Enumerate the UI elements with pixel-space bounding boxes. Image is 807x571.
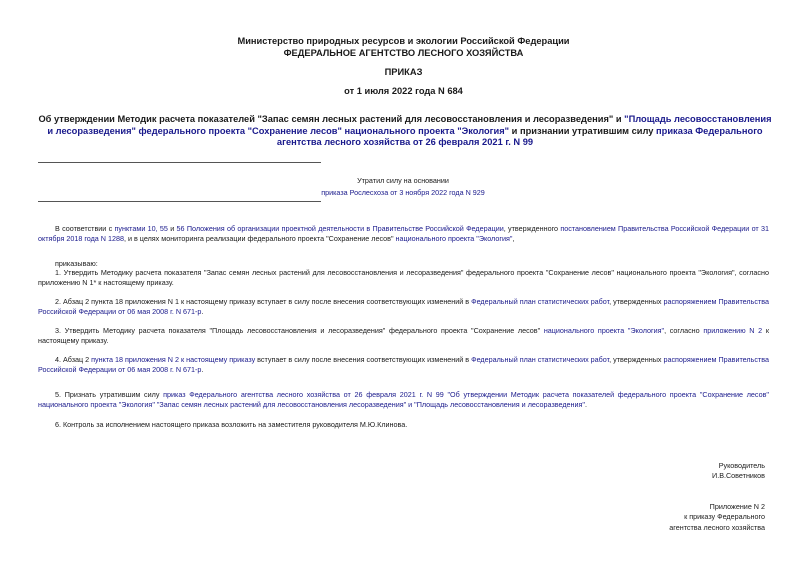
link-order-671-2[interactable]: распоряжением Правительства Российской Федерации от 06 мая 2008 г. N 671-р xyxy=(38,355,769,375)
link-national-project[interactable]: национального проекта "Экология" xyxy=(395,234,513,244)
appendix-line-2: к приказу Федерального xyxy=(684,512,765,522)
title-link-indicator[interactable]: "Площадь лесовосстановления и лесоразведения" федерального проекта "Сохранение лесов" национального проекта "Экология" xyxy=(47,114,772,136)
link-point-18-appendix-2[interactable]: пункта 18 приложения N 2 к настоящему приказу xyxy=(91,355,256,364)
appendix-line-1: Приложение N 2 xyxy=(709,502,765,511)
link-order-671[interactable]: распоряжением Правительства Российской Федерации от 06 мая 2008 г. N 671-р xyxy=(38,297,769,317)
item-3: 3. Утвердить Методику расчета показателя "Площадь лесовосстановления и лесоразведения" федерального проекта "Сохранение лесов" национального проекта "Экология", согласно приложению N 2 к настоящему приказу. xyxy=(38,326,769,346)
document-date: от 1 июля 2022 года N 684 xyxy=(344,86,463,96)
link-order-99-full[interactable]: приказ Федерального агентства лесного хозяйства от 26 февраля 2021 г. N 99 "Об утверждении Методик расчета показателей федерального проекта "Сохранение лесов" национального проекта "Экология" "Запас семян лесных растений для лесовосстановления лесоразведения" и "Площадь лесовосстановления и лесоразведения" xyxy=(38,390,769,410)
status-note: Утратил силу на основании приказа Рослесхоза от 3 ноября 2022 года N 929 xyxy=(283,176,523,198)
preamble-paragraph: В соответствии с пунктами 10, 55 и 56 Положения об организации проектной деятельности в Правительстве Российской Федерации, утвержденного постановлением Правительства Российской Федерации от 31 октября 2018 года N 1288, и в целях мониторинга реализации федерального проекта "Сохранение лесов" национального проекта "Экология", xyxy=(38,224,770,244)
link-national-project-2[interactable]: национального проекта "Экология" xyxy=(543,326,665,335)
divider-top xyxy=(38,162,321,163)
link-points-10-55[interactable]: пунктами 10, 55 xyxy=(114,224,168,233)
item-5: 5. Признать утратившим силу приказ Федерального агентства лесного хозяйства от 26 февраля 2021 г. N 99 "Об утверждении Методик расчета показателей федерального проекта "Сохранение лесов" национального проекта "Экология" "Запас семян лесных растений для лесовосстановления лесоразведения" и "Площадь лесовосстановления и лесоразведения". xyxy=(38,390,769,410)
appendix-block xyxy=(669,502,765,533)
signature-role: Руководитель xyxy=(718,461,765,470)
signature-block xyxy=(712,461,765,482)
item-2: 2. Абзац 2 пункта 18 приложения N 1 к настоящему приказу вступает в силу после внесения соответствующих изменений в Федеральный план статистических работ, утвержденных распоряжением Правительства Российской Федерации от 06 мая 2008 г. N 671-р. xyxy=(38,297,769,317)
status-link[interactable]: приказа Рослесхоза от 3 ноября 2022 года N 929 xyxy=(321,188,485,197)
item-6: 6. Контроль за исполнением настоящего приказа возложить на заместителя руководителя М.Ю.Клинова. xyxy=(55,420,408,429)
agency-name: ФЕДЕРАЛЬНОЕ АГЕНТСТВО ЛЕСНОГО ХОЗЯЙСТВА xyxy=(283,48,524,58)
document-title: Об утверждении Методик расчета показателей "Запас семян лесных растений для лесовосстановления и лесоразведения" и "Площадь лесовосстановления и лесоразведения" федерального проекта "Сохранение лесов" национального проекта "Экология" и признании утратившим силу приказа Федерального агентства лесного хозяйства от 26 февраля 2021 г. N 99 xyxy=(38,114,772,147)
link-stat-plan[interactable]: Федеральный план статистических работ xyxy=(471,297,610,306)
document-type: ПРИКАЗ xyxy=(384,67,423,77)
appendix-line-3: агентства лесного хозяйства xyxy=(669,522,765,532)
link-point-56[interactable]: 56 xyxy=(176,224,185,233)
order-word: приказываю: xyxy=(55,259,98,268)
title-link-order-99[interactable]: приказа Федерального агентства лесного хозяйства от 26 февраля 2021 г. N 99 xyxy=(276,125,763,147)
item-1: 1. Утвердить Методику расчета показателя "Запас семян лесных растений для лесовосстановления и лесоразведения" федерального проекта "Сохранение лесов" национального проекта "Экология", согласно приложению N 1* к настоящему приказу. xyxy=(38,268,769,288)
link-resolution-1288[interactable]: постановлением Правительства Российской Федерации от 31 октября 2018 года N 1288 xyxy=(38,224,770,244)
item-4: 4. Абзац 2 пункта 18 приложения N 2 к настоящему приказу вступает в силу после внесения соответствующих изменений в Федеральный план статистических работ, утвержденных распоряжением Правительства Российской Федерации от 06 мая 2008 г. N 671-р. xyxy=(38,355,769,375)
link-stat-plan-2[interactable]: Федеральный план статистических работ xyxy=(471,355,610,364)
link-appendix-2[interactable]: приложению N 2 xyxy=(703,326,763,335)
link-regulation[interactable]: Положения об организации проектной деятельности в Правительстве Российской Федерации xyxy=(186,224,504,233)
signature-name: И.В.Советников xyxy=(712,471,765,481)
divider-bottom xyxy=(38,201,321,202)
ministry-name: Министерство природных ресурсов и экологии Российской Федерации xyxy=(237,36,570,46)
